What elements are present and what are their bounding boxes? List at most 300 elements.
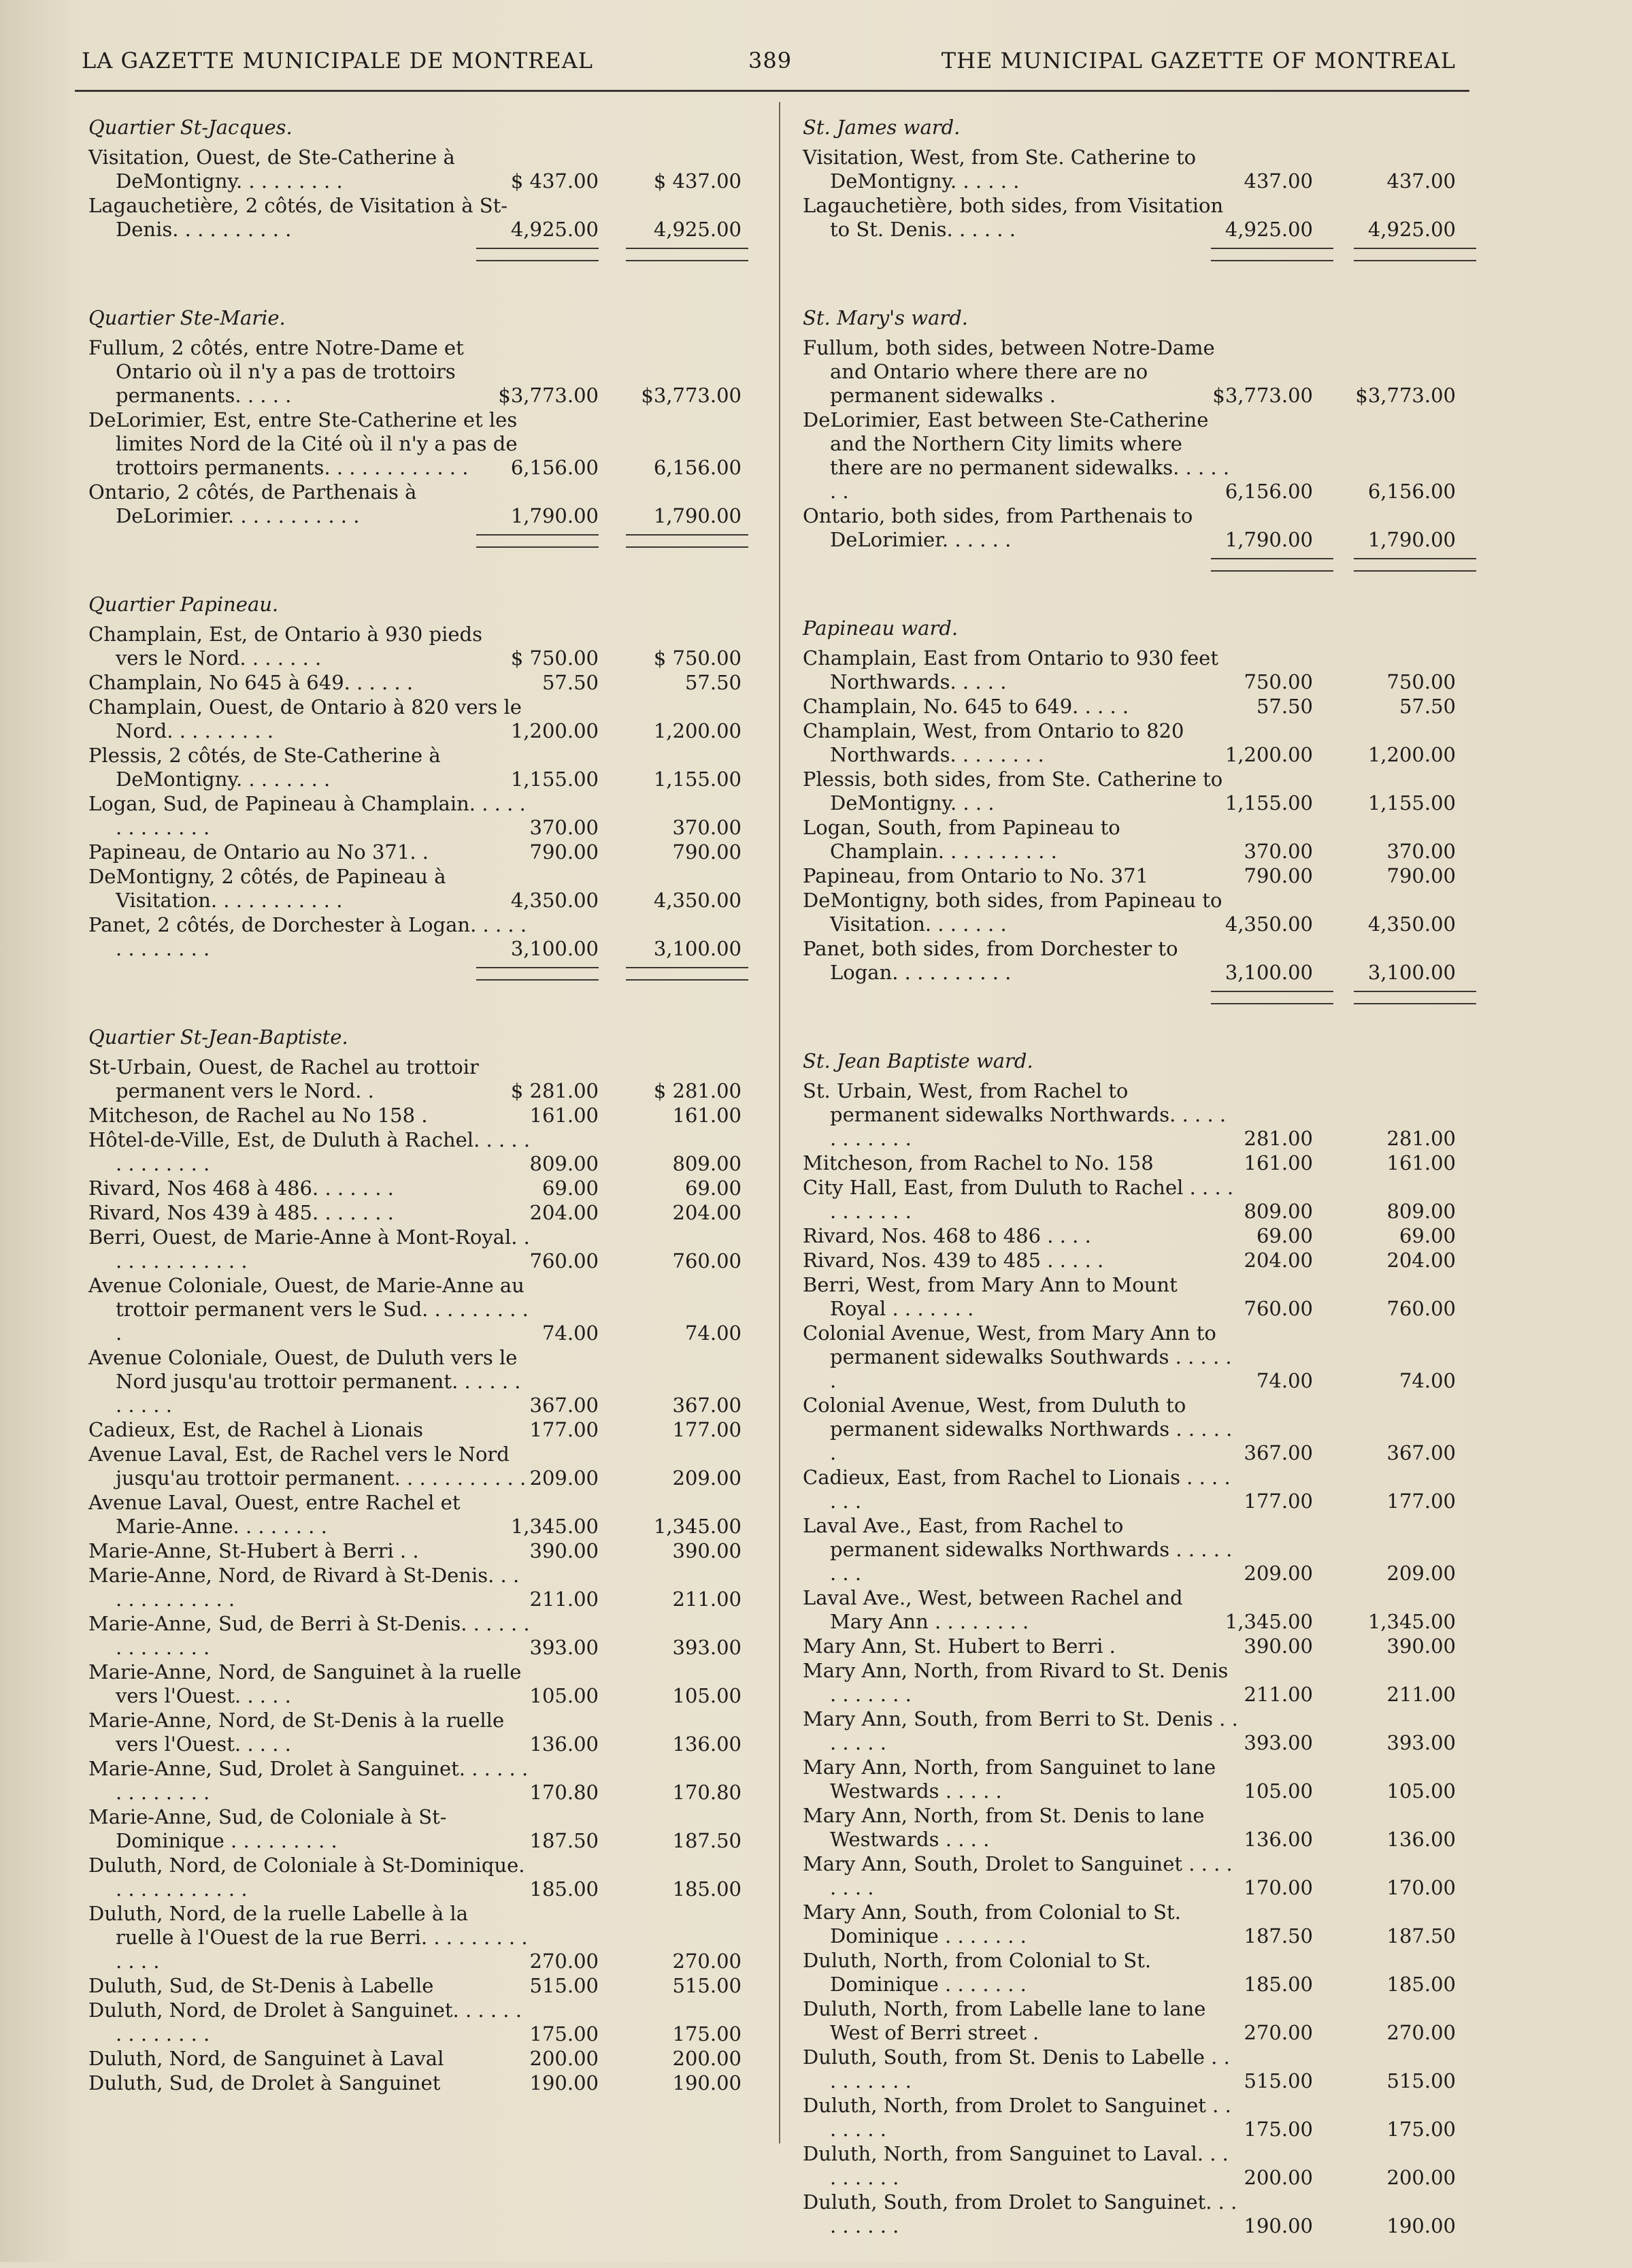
amount-second: 515.00 bbox=[672, 1974, 742, 1997]
amount-second: 136.00 bbox=[672, 1732, 742, 1756]
amount-first: 3,100.00 bbox=[510, 937, 599, 960]
amount-second: 790.00 bbox=[672, 840, 742, 864]
amount-second: 1,345.00 bbox=[653, 1515, 742, 1538]
amount-first: 177.00 bbox=[529, 1418, 599, 1441]
total-rule-line bbox=[1354, 1003, 1476, 1004]
amount-second: 809.00 bbox=[1386, 1200, 1456, 1223]
amount-first: 187.50 bbox=[1244, 1924, 1313, 1947]
amount-second: 790.00 bbox=[1386, 864, 1456, 887]
total-rules bbox=[789, 553, 1476, 587]
ward-title: St. Jean Baptiste ward. bbox=[803, 1049, 1033, 1072]
ward-title: St. James ward. bbox=[803, 116, 961, 139]
amount-second: 515.00 bbox=[1386, 2069, 1456, 2092]
amount-first: 1,155.00 bbox=[1225, 791, 1313, 815]
amount-second: $3,773.00 bbox=[641, 384, 742, 407]
amount-first: $ 750.00 bbox=[510, 646, 599, 670]
street-description: Mary Ann, South, from Colonial to St. Dominique . . . . . . . bbox=[803, 1901, 1181, 1947]
amount-first: 367.00 bbox=[529, 1394, 599, 1417]
total-rule-line bbox=[476, 967, 599, 968]
street-description: Fullum, 2 côtés, entre Notre-Dame et Ontario où il n'y a pas de trottoirs permanents. . . . . bbox=[88, 336, 464, 407]
street-description: Rivard, Nos 439 à 485. . . . . . . bbox=[88, 1201, 394, 1224]
amount-second: 1,200.00 bbox=[1367, 743, 1456, 766]
amount-second: 3,100.00 bbox=[653, 937, 742, 960]
street-description: Rivard, Nos. 439 to 485 . . . . . bbox=[803, 1249, 1104, 1272]
total-rule-line bbox=[626, 534, 748, 536]
ward-title: St. Mary's ward. bbox=[803, 306, 969, 329]
street-description: Marie-Anne, Nord, de St-Denis à la ruelle vers l'Ouest. . . . . bbox=[88, 1709, 505, 1756]
street-entry bbox=[75, 1757, 755, 1805]
amount-first: 390.00 bbox=[1244, 1634, 1313, 1658]
amount-first: $3,773.00 bbox=[1212, 384, 1313, 407]
amount-first: 281.00 bbox=[1244, 1127, 1313, 1150]
amount-first: 3,100.00 bbox=[1225, 961, 1313, 984]
street-entry bbox=[75, 194, 755, 242]
amount-second: 4,350.00 bbox=[1367, 913, 1456, 936]
street-description: Duluth, South, from St. Denis to Labelle . . . . . . . . . bbox=[803, 2045, 1230, 2092]
amount-first: 190.00 bbox=[529, 2071, 599, 2094]
street-entry bbox=[789, 1901, 1476, 1948]
amount-second: 136.00 bbox=[1386, 1828, 1456, 1851]
street-entry bbox=[789, 1273, 1476, 1321]
street-description: Duluth, North, from Drolet to Sanguinet . . . . . . . bbox=[803, 2094, 1231, 2141]
total-rule-line bbox=[626, 248, 748, 249]
street-description: Logan, Sud, de Papineau à Champlain. . . . . . . . . . . . . bbox=[88, 792, 526, 839]
street-entry bbox=[75, 1177, 755, 1200]
amount-first: 1,790.00 bbox=[1225, 528, 1313, 551]
street-entry bbox=[75, 1902, 755, 1973]
amount-second: 74.00 bbox=[1399, 1369, 1456, 1392]
amount-second: 393.00 bbox=[1386, 1731, 1456, 1754]
street-entry bbox=[789, 2094, 1476, 2141]
street-entry bbox=[789, 1224, 1476, 1248]
amount-first: 136.00 bbox=[529, 1732, 599, 1756]
total-rule-line bbox=[476, 979, 599, 981]
amount-first: 170.00 bbox=[1244, 1876, 1313, 1899]
street-entry bbox=[789, 1586, 1476, 1634]
page-header bbox=[82, 48, 1456, 88]
amount-second: 367.00 bbox=[1386, 1441, 1456, 1464]
amount-first: 370.00 bbox=[529, 816, 599, 839]
amount-first: 809.00 bbox=[529, 1152, 599, 1175]
amount-first: 105.00 bbox=[529, 1684, 599, 1707]
amount-first: 4,925.00 bbox=[510, 218, 599, 241]
amount-first: 1,790.00 bbox=[510, 504, 599, 527]
street-entry bbox=[75, 1539, 755, 1563]
amount-second: 175.00 bbox=[1386, 2118, 1456, 2141]
amount-first: 187.50 bbox=[529, 1829, 599, 1852]
street-description: Mary Ann, North, from Rivard to St. Denis . . . . . . . bbox=[803, 1659, 1229, 1706]
amount-second: 209.00 bbox=[672, 1466, 742, 1490]
street-description: Plessis, 2 côtés, de Ste-Catherine à DeMontigny. . . . . . . . bbox=[88, 744, 441, 791]
street-description: Mary Ann, South, from Berri to St. Denis . . . . . . . bbox=[803, 1707, 1238, 1754]
amount-second: 437.00 bbox=[1386, 169, 1456, 193]
amount-second: 69.00 bbox=[1399, 1224, 1456, 1247]
amount-second: 170.80 bbox=[672, 1781, 742, 1804]
amount-second: 390.00 bbox=[1386, 1634, 1456, 1658]
header-english-title: THE MUNICIPAL GAZETTE OF MONTREAL bbox=[941, 48, 1456, 73]
total-rule-line bbox=[626, 967, 748, 968]
amount-second: 200.00 bbox=[672, 2047, 742, 2070]
amount-first: 1,155.00 bbox=[510, 768, 599, 791]
street-entry bbox=[75, 408, 755, 480]
amount-first: 515.00 bbox=[1244, 2069, 1313, 2092]
amount-second: 190.00 bbox=[672, 2071, 742, 2094]
street-entry bbox=[75, 1854, 755, 1901]
total-rules bbox=[789, 242, 1476, 276]
street-entry bbox=[75, 1226, 755, 1273]
street-description: Rivard, Nos. 468 to 486 . . . . bbox=[803, 1224, 1091, 1247]
street-entry bbox=[789, 1394, 1476, 1465]
amount-second: 211.00 bbox=[1386, 1683, 1456, 1706]
street-entry bbox=[75, 336, 755, 408]
amount-second: $ 281.00 bbox=[653, 1079, 742, 1102]
street-description: Papineau, from Ontario to No. 371 bbox=[803, 864, 1149, 887]
street-description: Duluth, North, from Colonial to St. Dominique . . . . . . . bbox=[803, 1949, 1152, 1996]
amount-second: 1,200.00 bbox=[653, 719, 742, 742]
amount-first: 57.50 bbox=[542, 671, 599, 694]
amount-second: 4,925.00 bbox=[653, 218, 742, 241]
amount-second: 74.00 bbox=[684, 1321, 742, 1345]
street-description: Panet, 2 côtés, de Dorchester à Logan. . . . . . . . . . . . . bbox=[88, 913, 527, 960]
street-entry bbox=[789, 194, 1476, 242]
total-rule-line bbox=[1211, 558, 1333, 559]
amount-second: 281.00 bbox=[1386, 1127, 1456, 1150]
amount-first: 175.00 bbox=[1244, 2118, 1313, 2141]
amount-first: 211.00 bbox=[1244, 1683, 1313, 1706]
amount-second: 4,350.00 bbox=[653, 889, 742, 912]
street-description: Duluth, North, from Labelle lane to lane West of Berri street . bbox=[803, 1997, 1206, 2044]
total-rule-line bbox=[1211, 1003, 1333, 1004]
amount-first: 190.00 bbox=[1244, 2214, 1313, 2237]
amount-second: 161.00 bbox=[672, 1104, 742, 1127]
street-entry bbox=[75, 2071, 755, 2095]
total-rule-line bbox=[476, 546, 599, 548]
amount-first: 209.00 bbox=[1244, 1562, 1313, 1585]
amount-first: 57.50 bbox=[1256, 695, 1313, 718]
street-entry bbox=[789, 2190, 1476, 2238]
amount-first: 790.00 bbox=[1244, 864, 1313, 887]
street-entry bbox=[75, 146, 755, 193]
amount-second: 69.00 bbox=[684, 1177, 742, 1200]
amount-second: 760.00 bbox=[672, 1249, 742, 1272]
street-entry bbox=[789, 1852, 1476, 1900]
street-entry bbox=[789, 1804, 1476, 1852]
column-divider bbox=[779, 102, 780, 2143]
amount-second: 190.00 bbox=[1386, 2214, 1456, 2237]
total-rule-line bbox=[1354, 260, 1476, 261]
amount-second: 1,155.00 bbox=[653, 768, 742, 791]
street-description: Berri, Ouest, de Marie-Anne à Mont-Royal. . . . . . . . . . . . . bbox=[88, 1226, 530, 1272]
french-column bbox=[75, 116, 755, 2125]
amount-first: 515.00 bbox=[529, 1974, 599, 1997]
ward-section bbox=[75, 116, 755, 276]
ward-section bbox=[789, 116, 1476, 276]
page-number: 389 bbox=[748, 48, 793, 73]
amount-first: 4,350.00 bbox=[1225, 913, 1313, 936]
amount-first: 185.00 bbox=[529, 1877, 599, 1901]
amount-first: 161.00 bbox=[1244, 1151, 1313, 1174]
amount-first: 105.00 bbox=[1244, 1779, 1313, 1803]
street-description: DeMontigny, 2 côtés, de Papineau à Visitation. . . . . . . . . . . bbox=[88, 865, 446, 912]
street-description: Duluth, Nord, de la ruelle Labelle à la ruelle à l'Ouest de la rue Berri. . . . . . . . . . . . . bbox=[88, 1902, 528, 1973]
street-entry bbox=[789, 1514, 1476, 1585]
amount-second: 105.00 bbox=[672, 1684, 742, 1707]
street-entry bbox=[789, 646, 1476, 694]
amount-second: 760.00 bbox=[1386, 1297, 1456, 1320]
amount-first: 74.00 bbox=[1256, 1369, 1313, 1392]
total-rule-line bbox=[1211, 260, 1333, 261]
street-description: Mary Ann, St. Hubert to Berri . bbox=[803, 1634, 1116, 1658]
street-description: Colonial Avenue, West, from Mary Ann to permanent sidewalks Southwards . . . . . . bbox=[803, 1321, 1232, 1392]
total-rule-line bbox=[1354, 991, 1476, 992]
street-description: St-Urbain, Ouest, de Rachel au trottoir permanent vers le Nord. . bbox=[88, 1055, 479, 1102]
street-entry bbox=[789, 1707, 1476, 1755]
street-entry bbox=[75, 1128, 755, 1176]
street-entry bbox=[75, 1491, 755, 1539]
street-entry bbox=[75, 840, 755, 864]
ward-title: Quartier St-Jacques. bbox=[88, 116, 293, 139]
street-description: Duluth, Nord, de Drolet à Sanguinet. . . . . . . . . . . . . . bbox=[88, 1999, 522, 2045]
total-rule-line bbox=[476, 248, 599, 249]
street-description: Champlain, Ouest, de Ontario à 820 vers le Nord. . . . . . . . . bbox=[88, 695, 522, 742]
amount-second: 204.00 bbox=[1386, 1249, 1456, 1272]
ward-section bbox=[789, 1049, 1476, 2238]
amount-first: 1,345.00 bbox=[1225, 1610, 1313, 1633]
street-description: Mary Ann, North, from Sanguinet to lane Westwards . . . . . bbox=[803, 1756, 1216, 1803]
total-rules bbox=[75, 242, 755, 276]
street-description: Avenue Coloniale, Ouest, de Marie-Anne au trottoir permanent vers le Sud. . . . . . . . . . bbox=[88, 1274, 529, 1345]
amount-first: 809.00 bbox=[1244, 1200, 1313, 1223]
ward-section bbox=[75, 1025, 755, 2095]
ward-title: Quartier Ste-Marie. bbox=[88, 306, 286, 329]
street-entry bbox=[789, 1756, 1476, 1803]
street-description: City Hall, East, from Duluth to Rachel . . . . . . . . . . . bbox=[803, 1176, 1234, 1223]
street-entry bbox=[75, 695, 755, 743]
amount-second: 57.50 bbox=[1399, 695, 1456, 718]
street-entry bbox=[75, 1418, 755, 1442]
amount-first: 750.00 bbox=[1244, 670, 1313, 693]
street-description: Champlain, West, from Ontario to 820 Northwards. . . . . . . . bbox=[803, 719, 1184, 766]
amount-first: 437.00 bbox=[1244, 169, 1313, 193]
street-description: Panet, both sides, from Dorchester to Logan. . . . . . . . . . bbox=[803, 937, 1178, 984]
street-description: Champlain, No 645 à 649. . . . . . bbox=[88, 671, 414, 694]
street-description: Duluth, North, from Sanguinet to Laval. . . . . . . . . bbox=[803, 2142, 1229, 2189]
amount-second: 6,156.00 bbox=[653, 456, 742, 479]
ward-title: Papineau ward. bbox=[803, 617, 959, 640]
street-description: Rivard, Nos 468 à 486. . . . . . . bbox=[88, 1177, 394, 1200]
amount-second: 390.00 bbox=[672, 1539, 742, 1562]
amount-first: 393.00 bbox=[1244, 1731, 1313, 1754]
street-entry bbox=[789, 504, 1476, 552]
total-rule-line bbox=[1354, 558, 1476, 559]
street-entry bbox=[789, 1176, 1476, 1223]
amount-first: 270.00 bbox=[1244, 2021, 1313, 2044]
street-entry bbox=[789, 336, 1476, 408]
street-description: Visitation, West, from Ste. Catherine to DeMontigny. . . . . . bbox=[803, 146, 1197, 193]
street-entry bbox=[75, 2047, 755, 2071]
street-entry bbox=[789, 719, 1476, 767]
street-description: Plessis, both sides, from Ste. Catherine to DeMontigny. . . . bbox=[803, 768, 1223, 815]
amount-first: 760.00 bbox=[529, 1249, 599, 1272]
amount-second: 6,156.00 bbox=[1367, 480, 1456, 503]
amount-second: 1,345.00 bbox=[1367, 1610, 1456, 1633]
street-description: Marie-Anne, Nord, de Sanguinet à la ruelle vers l'Ouest. . . . . bbox=[88, 1660, 522, 1707]
amount-first: 200.00 bbox=[529, 2047, 599, 2070]
amount-first: 161.00 bbox=[529, 1104, 599, 1127]
amount-first: 367.00 bbox=[1244, 1441, 1313, 1464]
street-entry bbox=[789, 2045, 1476, 2093]
total-rule-line bbox=[1211, 991, 1333, 992]
street-entry bbox=[789, 889, 1476, 936]
header-french-title: LA GAZETTE MUNICIPALE DE MONTREAL bbox=[82, 48, 593, 73]
amount-first: 74.00 bbox=[542, 1321, 599, 1345]
total-rule-line bbox=[1354, 570, 1476, 572]
total-rule-line bbox=[476, 260, 599, 261]
street-entry bbox=[75, 1443, 755, 1490]
street-entry bbox=[789, 816, 1476, 864]
street-entry bbox=[789, 937, 1476, 985]
street-entry bbox=[789, 1634, 1476, 1658]
amount-second: $3,773.00 bbox=[1355, 384, 1456, 407]
amount-second: 370.00 bbox=[1386, 840, 1456, 863]
street-entry bbox=[75, 1612, 755, 1660]
street-description: Marie-Anne, Sud, de Berri à St-Denis. . . . . . . . . . . . . . bbox=[88, 1612, 530, 1659]
amount-first: 209.00 bbox=[529, 1466, 599, 1490]
street-entry bbox=[75, 1201, 755, 1225]
street-description: St. Urbain, West, from Rachel to permanent sidewalks Northwards. . . . . . . . . . . . bbox=[803, 1079, 1227, 1150]
street-description: Marie-Anne, Nord, de Rivard à St-Denis. . . . . . . . . . . . . bbox=[88, 1564, 520, 1611]
street-entry bbox=[75, 623, 755, 670]
amount-first: 136.00 bbox=[1244, 1828, 1313, 1851]
street-description: Ontario, 2 côtés, de Parthenais à DeLorimier. . . . . . . . . . . bbox=[88, 480, 417, 527]
street-description: Avenue Laval, Ouest, entre Rachel et Marie-Anne. . . . . . . . bbox=[88, 1491, 461, 1538]
total-rule-line bbox=[626, 260, 748, 261]
amount-second: 170.00 bbox=[1386, 1876, 1456, 1899]
street-description: Champlain, No. 645 to 649. . . . . bbox=[803, 695, 1129, 718]
amount-second: 270.00 bbox=[672, 1950, 742, 1973]
amount-second: 1,790.00 bbox=[1367, 528, 1456, 551]
street-entry bbox=[75, 480, 755, 528]
street-entry bbox=[789, 768, 1476, 815]
street-description: Laval Ave., East, from Rachel to permanent sidewalks Northwards . . . . . . . . bbox=[803, 1514, 1233, 1585]
amount-first: 69.00 bbox=[1256, 1224, 1313, 1247]
street-entry bbox=[789, 2142, 1476, 2190]
street-description: Lagauchetière, both sides, from Visitation to St. Denis. . . . . . bbox=[803, 194, 1224, 241]
amount-second: 175.00 bbox=[672, 2022, 742, 2045]
street-description: DeLorimier, East between Ste-Catherine and the Northern City limits where there are no permanent sidewalks. . . . . . . bbox=[803, 408, 1230, 503]
amount-second: 177.00 bbox=[672, 1418, 742, 1441]
amount-first: 390.00 bbox=[529, 1539, 599, 1562]
amount-first: 204.00 bbox=[529, 1201, 599, 1224]
street-entry bbox=[75, 1346, 755, 1417]
total-rules bbox=[789, 985, 1476, 1019]
street-entry bbox=[75, 1974, 755, 1998]
street-description: DeMontigny, both sides, from Papineau to Visitation. . . . . . . bbox=[803, 889, 1222, 936]
amount-first: 790.00 bbox=[529, 840, 599, 864]
street-description: Fullum, both sides, between Notre-Dame and Ontario where there are no permanent sidewalks . bbox=[803, 336, 1215, 407]
street-entry bbox=[75, 1104, 755, 1128]
street-entry bbox=[789, 1321, 1476, 1393]
street-description: Duluth, Sud, de St-Denis à Labelle bbox=[88, 1974, 434, 1997]
street-entry bbox=[75, 744, 755, 791]
ward-section bbox=[75, 593, 755, 996]
street-entry bbox=[75, 1564, 755, 1611]
amount-second: 750.00 bbox=[1386, 670, 1456, 693]
amount-first: 6,156.00 bbox=[1225, 480, 1313, 503]
amount-first: 270.00 bbox=[529, 1950, 599, 1973]
amount-first: 185.00 bbox=[1244, 1973, 1313, 1996]
street-entry bbox=[75, 1274, 755, 1345]
street-description: Marie-Anne, Sud, Drolet à Sanguinet. . . . . . . . . . . . . . bbox=[88, 1757, 529, 1804]
ward-title: Quartier St-Jean-Baptiste. bbox=[88, 1025, 348, 1049]
street-description: Cadieux, East, from Rachel to Lionais . . . . . . . bbox=[803, 1466, 1231, 1513]
amount-second: 200.00 bbox=[1386, 2166, 1456, 2189]
street-entry bbox=[789, 1949, 1476, 1996]
street-description: Avenue Coloniale, Ouest, de Duluth vers le Nord jusqu'au trottoir permanent. . . . . . . . . . . bbox=[88, 1346, 521, 1417]
amount-second: 185.00 bbox=[672, 1877, 742, 1901]
amount-first: 69.00 bbox=[542, 1177, 599, 1200]
header-rule bbox=[75, 90, 1469, 92]
street-entry bbox=[789, 408, 1476, 504]
street-description: Mitcheson, de Rachel au No 158 . bbox=[88, 1104, 428, 1127]
amount-second: 393.00 bbox=[672, 1636, 742, 1659]
amount-second: 177.00 bbox=[1386, 1490, 1456, 1513]
amount-second: 187.50 bbox=[672, 1829, 742, 1852]
street-description: Avenue Laval, Est, de Rachel vers le Nord jusqu'au trottoir permanent. . . . . . . . . . . bbox=[88, 1443, 527, 1490]
amount-first: 1,200.00 bbox=[1225, 743, 1313, 766]
amount-second: 3,100.00 bbox=[1367, 961, 1456, 984]
street-description: Hôtel-de-Ville, Est, de Duluth à Rachel. . . . . . . . . . . . . bbox=[88, 1128, 531, 1175]
amount-second: 1,155.00 bbox=[1367, 791, 1456, 815]
ward-section bbox=[789, 306, 1476, 587]
amount-first: 175.00 bbox=[529, 2022, 599, 2045]
amount-first: 170.80 bbox=[529, 1781, 599, 1804]
amount-second: 187.50 bbox=[1386, 1924, 1456, 1947]
street-entry bbox=[75, 865, 755, 913]
amount-second: 809.00 bbox=[672, 1152, 742, 1175]
street-description: Marie-Anne, St-Hubert à Berri . . bbox=[88, 1539, 419, 1562]
amount-first: 6,156.00 bbox=[510, 456, 599, 479]
street-description: Berri, West, from Mary Ann to Mount Royal . . . . . . . bbox=[803, 1273, 1178, 1320]
street-description: Visitation, Ouest, de Ste-Catherine à DeMontigny. . . . . . . . . bbox=[88, 146, 455, 193]
amount-second: 161.00 bbox=[1386, 1151, 1456, 1174]
street-entry bbox=[789, 1466, 1476, 1513]
street-description: Duluth, Nord, de Coloniale à St-Dominique. . . . . . . . . . . . bbox=[88, 1854, 525, 1901]
total-rule-line bbox=[476, 534, 599, 536]
street-description: DeLorimier, Est, entre Ste-Catherine et les limites Nord de la Cité où il n'y a pas de trottoirs permanents. . . . . . . . . . . . bbox=[88, 408, 518, 479]
street-entry bbox=[75, 1999, 755, 2046]
street-description: Duluth, Sud, de Drolet à Sanguinet bbox=[88, 2071, 441, 2094]
street-description: Mary Ann, North, from St. Denis to lane Westwards . . . . bbox=[803, 1804, 1205, 1851]
amount-first: $3,773.00 bbox=[498, 384, 599, 407]
amount-first: 4,925.00 bbox=[1225, 218, 1313, 241]
amount-first: 4,350.00 bbox=[510, 889, 599, 912]
street-entry bbox=[75, 671, 755, 695]
street-description: Marie-Anne, Sud, de Coloniale à St-Dominique . . . . . . . . . bbox=[88, 1805, 447, 1852]
street-description: Duluth, Nord, de Sanguinet à Laval bbox=[88, 2047, 444, 2070]
street-description: Papineau, de Ontario au No 371. . bbox=[88, 840, 429, 864]
street-description: Duluth, South, from Drolet to Sanguinet. . . . . . . . . bbox=[803, 2190, 1237, 2237]
street-description: Champlain, East from Ontario to 930 feet Northwards. . . . . bbox=[803, 646, 1218, 693]
amount-first: 1,200.00 bbox=[510, 719, 599, 742]
total-rules bbox=[75, 962, 755, 996]
street-entry bbox=[75, 792, 755, 840]
amount-second: 367.00 bbox=[672, 1394, 742, 1417]
street-entry bbox=[789, 1079, 1476, 1151]
total-rule-line bbox=[1354, 248, 1476, 249]
total-rule-line bbox=[626, 979, 748, 981]
amount-first: 370.00 bbox=[1244, 840, 1313, 863]
